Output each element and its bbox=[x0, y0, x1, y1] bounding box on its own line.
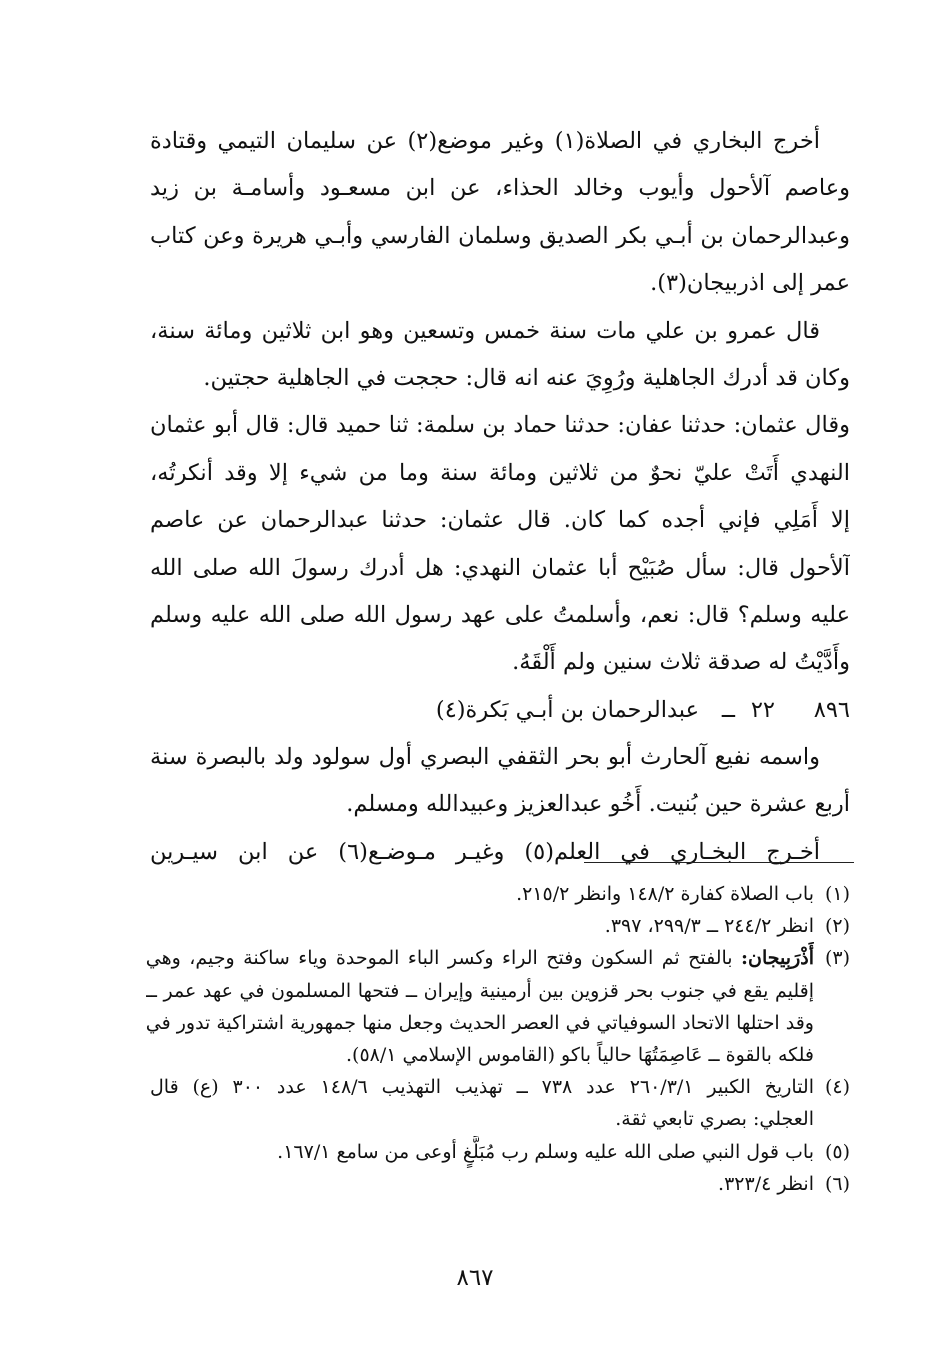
footnote-line: إقليم يقع في جنوب بحر قزوين بين أرمينية وإيران ــ فتحها المسلمون في عهد عمر ــ bbox=[145, 979, 814, 1002]
footnote-number: (٣) bbox=[824, 947, 850, 970]
footnote-text bbox=[150, 1136, 814, 1168]
text-line: إلا أَمَلِي فإني أجده كما كان. قال عثمان: حدثنا عبدالرحمان عن عاصم bbox=[150, 507, 850, 534]
paragraph-1 bbox=[150, 118, 850, 308]
entry-name: عبدالرحمان بن أبـي بَكرة(٤) bbox=[435, 696, 699, 723]
text-line: أربع عشرة حين بُنيت. أَخُو عبدالعزيز وعبيدالله ومسلم. bbox=[346, 791, 850, 818]
text-line: وعبدالرحمان بن أبـي بكر الصديق وسلمان الفارسي وأبـي هريرة وعن كتاب bbox=[150, 222, 850, 249]
paragraph-4 bbox=[150, 734, 850, 829]
text-line: وعاصم آلأحول وأيوب وخالد الحذاء، عن ابن مسعـود وأسامـة بن زيد bbox=[150, 175, 850, 202]
footnote-1 bbox=[150, 878, 850, 910]
footnote-line-text: بالفتح ثم السكون وفتح الراء وكسر الباء الموحدة وياء ساكنة وجيم، وهي bbox=[145, 947, 733, 970]
text-line: وأَدَّيْتُ له صدقة ثلاث سنين ولم أَلْقَهُ. bbox=[512, 649, 850, 676]
text-line: قال عمرو بن علي مات سنة خمس وتسعين وهو ابن ثلاثين ومائة سنة، bbox=[150, 317, 820, 344]
footnote-text bbox=[150, 910, 814, 942]
footnote-text bbox=[150, 878, 814, 910]
footnote-line: العجلي: بصري تابعي ثقة. bbox=[615, 1108, 814, 1131]
text-line: أخـرج البخـاري في العلم(٥) وغيـر مـوضـع(٦) عن ابن سيـرين bbox=[150, 838, 820, 865]
footnote-4 bbox=[150, 1071, 850, 1135]
footnote-2 bbox=[150, 910, 850, 942]
text-line: النهدي أَتَتْ عليّ نحوٌ من ثلاثين ومائة سنة وما من شيء إلا وقد أنكرتُه، bbox=[150, 459, 850, 486]
footnote-number: (٢) bbox=[824, 915, 850, 938]
footnote-line: انظر ٣٢٣/٤. bbox=[718, 1172, 814, 1195]
text-line: وكان قد أدرك الجاهلية ورُوِيَ عنه انه قال: حججت في الجاهلية حجتين. bbox=[203, 364, 850, 391]
footnote-text bbox=[150, 1071, 814, 1135]
footnote-5 bbox=[150, 1136, 850, 1168]
page-number: ٨٦٧ bbox=[456, 1265, 494, 1291]
main-text bbox=[150, 118, 850, 876]
footnote-separator bbox=[584, 862, 854, 863]
text-line: أخرج البخاري في الصلاة(١) وغير موضع(٢) عن سليمان التيمي وقتادة bbox=[150, 128, 820, 154]
footnote-number: (٥) bbox=[824, 1140, 850, 1163]
entry-number: ٨٩٦ bbox=[813, 696, 850, 723]
entry-dash: ــ bbox=[721, 696, 735, 723]
footnote-line bbox=[146, 942, 814, 974]
footnote-line: انظر ٢٤٤/٢ ــ ٢٩٩/٣، ٣٩٧. bbox=[604, 915, 814, 938]
paragraph-3 bbox=[150, 402, 850, 686]
footnote-line: باب الصلاة كفارة ١٤٨/٢ وانظر ٢١٥/٢. bbox=[516, 883, 814, 905]
paragraph-2 bbox=[150, 308, 850, 403]
text-line: واسمه نفيع آلحارث أبو بحر الثقفي البصري أول سولود ولد بالبصرة سنة bbox=[150, 744, 820, 771]
footnote-number: (٤) bbox=[824, 1076, 850, 1099]
footnote-text bbox=[146, 942, 814, 1071]
text-line: عليه وسلم؟ قال: نعم، وأسلمتُ على عهد رسول الله صلى الله عليه وسلم bbox=[150, 601, 850, 628]
footnote-number: (١) bbox=[824, 883, 850, 905]
footnote-number: (٦) bbox=[824, 1172, 850, 1195]
text-line: آلأحول قال: سأل صُبَيْح أبا عثمان النهدي: هل أدرك رسولَ الله صلى الله bbox=[150, 554, 850, 581]
footnote-line: التاريخ الكبير ٢٦٠/٣/١ عدد ٧٣٨ ــ تهذيب التهذيب ١٤٨/٦ عدد ٣٠٠ (ع) قال bbox=[150, 1076, 814, 1099]
footnote-3 bbox=[145, 942, 850, 1071]
entry-index: ٢٢ bbox=[750, 696, 775, 723]
paragraph-5 bbox=[150, 829, 850, 876]
footnote-line: وقد احتلها الاتحاد السوفياتي في العصر الحديث وجعل منها جمهورية اشتراكية تدور في bbox=[145, 1011, 814, 1034]
text-line: وقال عثمان: حدثنا عفان: حدثنا حماد بن سلمة: ثنا حميد قال: قال أبو عثمان bbox=[150, 412, 850, 439]
text-line: عمر إلى اذربيجان(٣). bbox=[650, 270, 850, 297]
footnote-line: باب قول النبي صلى الله عليه وسلم رب مُبَلَّغٍ أوعى من سامع ١٦٧/١. bbox=[277, 1140, 814, 1163]
entry-heading bbox=[150, 687, 850, 734]
footnote-line: فلكه بالقوة ــ عَاصِمَتُهَا حالياً باكو (القاموس الإسلامي ٥٨/١). bbox=[346, 1044, 814, 1067]
footnotes bbox=[145, 878, 850, 1200]
footnote-text bbox=[150, 1168, 814, 1200]
footnote-term: أَذْرَبِيجان: bbox=[741, 947, 814, 970]
footnote-6 bbox=[150, 1168, 850, 1200]
